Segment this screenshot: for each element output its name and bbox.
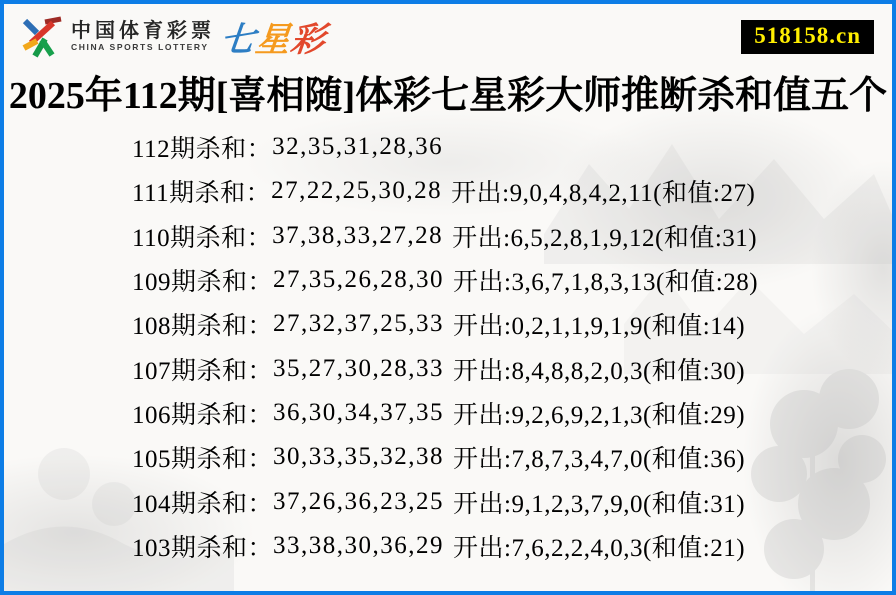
prediction-row-105 <box>132 435 758 479</box>
prediction-row-106 <box>132 391 758 435</box>
prediction-row-109 <box>132 258 758 302</box>
row-label: 106期杀和： <box>132 401 274 429</box>
row-draw-result: 开出:9,1,2,3,7,9,0(和值:31) <box>453 490 746 518</box>
prediction-row-103 <box>132 524 758 568</box>
row-kill-values: 30,33,35,32,38 <box>273 443 445 471</box>
row-label: 107期杀和： <box>132 357 274 385</box>
row-draw-result: 开出:7,8,7,3,4,7,0(和值:36) <box>453 446 746 474</box>
product-char-3: 彩 <box>288 20 328 59</box>
row-label: 111期杀和： <box>132 180 272 208</box>
row-draw-result: 开出:3,6,7,1,8,3,13(和值:28) <box>453 269 759 297</box>
row-draw-result: 开出:0,2,1,1,9,1,9(和值:14) <box>453 313 746 341</box>
row-kill-values: 27,35,26,28,30 <box>273 266 445 294</box>
brand-text <box>71 20 215 52</box>
sports-lottery-logo-icon <box>18 12 66 60</box>
prediction-row-104 <box>132 479 758 523</box>
site-url-badge[interactable]: 518158.cn <box>741 20 874 54</box>
row-kill-values: 36,30,34,37,35 <box>273 398 445 426</box>
product-logo-qixingcai <box>218 12 328 61</box>
row-label: 105期杀和： <box>132 446 274 474</box>
row-label: 108期杀和： <box>132 313 274 341</box>
prediction-row-110 <box>132 214 758 258</box>
prediction-row-107 <box>132 346 758 390</box>
row-draw-result: 开出:9,2,6,9,2,1,3(和值:29) <box>453 401 746 429</box>
prediction-row-108 <box>132 302 758 346</box>
row-draw-result: 开出:9,0,4,8,4,2,11(和值:27) <box>451 180 756 208</box>
row-draw-result: 开出:8,4,8,8,2,0,3(和值:30) <box>453 357 746 385</box>
row-kill-values: 32,35,31,28,36 <box>272 133 444 161</box>
row-kill-values: 33,38,30,36,29 <box>273 531 445 559</box>
row-kill-values: 27,32,37,25,33 <box>273 310 445 338</box>
predictions-list <box>132 125 758 568</box>
row-kill-values: 37,38,33,27,28 <box>272 221 444 249</box>
brand-name-en: CHINA SPORTS LOTTERY <box>71 42 209 52</box>
page-title: 2025年112期[喜相随]体彩七星彩大师推断杀和值五个 <box>8 75 888 117</box>
header-brand[interactable] <box>18 10 326 62</box>
row-kill-values: 27,22,25,30,28 <box>271 177 443 205</box>
row-label: 112期杀和： <box>132 136 273 164</box>
row-label: 104期杀和： <box>132 490 274 518</box>
product-char-2: 星 <box>253 20 293 59</box>
brand-name-cn: 中国体育彩票 <box>71 20 215 42</box>
row-kill-values: 37,26,36,23,25 <box>273 487 445 515</box>
row-draw-result: 开出:7,6,2,2,4,0,3(和值:21) <box>453 534 746 562</box>
row-label: 110期杀和： <box>132 224 273 252</box>
row-draw-result: 开出:6,5,2,8,1,9,12(和值:31) <box>452 224 758 252</box>
product-char-1: 七 <box>218 20 258 59</box>
prediction-row-111 <box>132 169 758 213</box>
prediction-row-112 <box>132 125 758 169</box>
row-kill-values: 35,27,30,28,33 <box>273 354 445 382</box>
row-label: 103期杀和： <box>132 534 274 562</box>
row-label: 109期杀和： <box>132 269 274 297</box>
